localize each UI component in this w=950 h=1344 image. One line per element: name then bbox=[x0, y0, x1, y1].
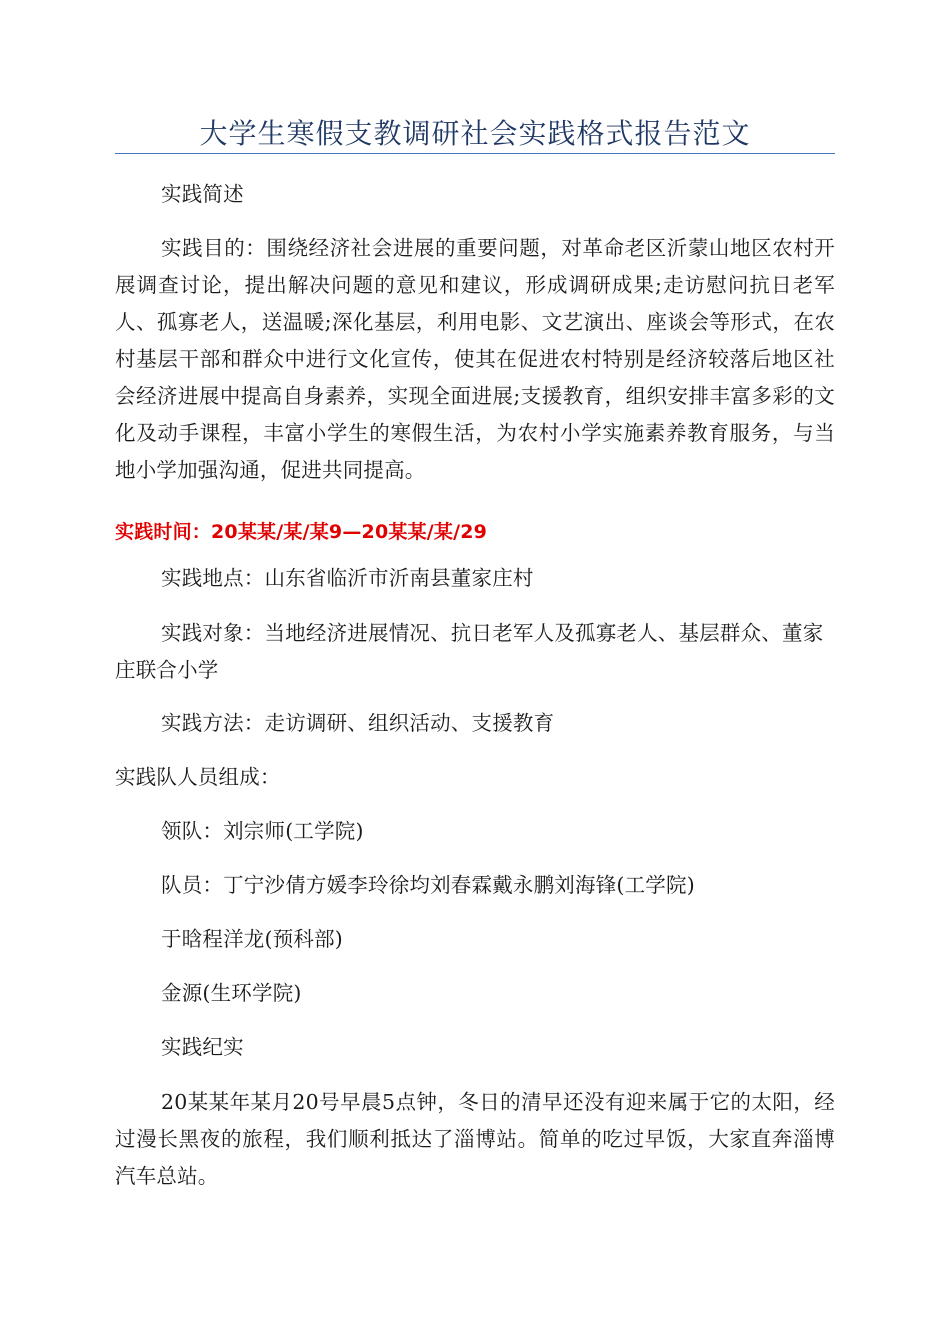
team-members-prep: 于晗程洋龙(预科部) bbox=[161, 927, 343, 951]
document-title: 大学生寒假支教调研社会实践格式报告范文 bbox=[199, 117, 751, 150]
purpose-paragraph: 实践目的：围绕经济社会进展的重要问题，对革命老区沂蒙山地区农村开展调查讨论，提出解决问题的意见和建议，形成调研成果;走访慰问抗日老军人、孤寡老人，送温暖;深化基层，利用电影、文艺演出、座谈会等形式，在农村基层干部和群众中进行文化宣传，使其在促进农村特别是经济较落后地区社会经济进展中提高自身素养，实现全面进展;支援教育，组织安排丰富多彩的文化及动手课程，丰富小学生的寒假生活，为农村小学实施素养教育服务，与当地小学加强沟通，促进共同提高。 bbox=[115, 236, 835, 482]
practice-location: 实践地点：山东省临沂市沂南县董家庄村 bbox=[161, 566, 534, 590]
title-underline bbox=[115, 153, 835, 154]
record-paragraph: 20某某年某月20号早晨5点钟，冬日的清早还没有迎来属于它的太阳，经过漫长黑夜的旅程，我们顺利抵达了淄博站。简单的吃过早饭，大家直奔淄博汽车总站。 bbox=[115, 1090, 835, 1188]
practice-methods: 实践方法：走访调研、组织活动、支援教育 bbox=[161, 711, 555, 735]
team-leader: 领队：刘宗师(工学院) bbox=[161, 819, 364, 843]
team-members-env: 金源(生环学院) bbox=[161, 981, 302, 1005]
practice-time: 实践时间：20某某/某/某9—20某某/某/29 bbox=[115, 521, 488, 543]
practice-targets: 实践对象：当地经济进展情况、抗日老军人及孤寡老人、基层群众、董家庄联合小学 bbox=[115, 621, 824, 682]
team-members: 队员：丁宁沙倩方媛李玲徐均刘春霖戴永鹏刘海锋(工学院) bbox=[161, 873, 695, 897]
team-heading: 实践队人员组成： bbox=[115, 765, 281, 789]
overview-heading: 实践简述 bbox=[161, 182, 244, 206]
record-heading: 实践纪实 bbox=[161, 1035, 244, 1059]
